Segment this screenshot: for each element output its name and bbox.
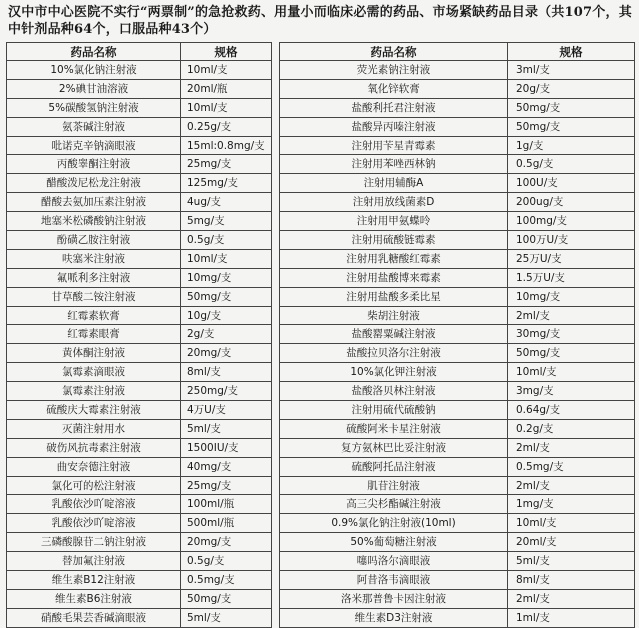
drug-name-right: 50%葡萄糖注射液 [280, 533, 508, 552]
drug-name-left: 破伤风抗毒素注射液 [7, 438, 181, 457]
drug-name-left: 甘草酸二铵注射液 [7, 287, 181, 306]
spec-right: 2ml/支 [508, 306, 635, 325]
table-row [7, 419, 635, 438]
header-drug-name-right: 药品名称 [280, 43, 508, 61]
table-row [7, 325, 635, 344]
spec-right: 50mg/支 [508, 117, 635, 136]
column-gap [272, 589, 280, 608]
spec-left: 10ml/支 [181, 249, 272, 268]
drug-name-right: 肌苷注射液 [280, 476, 508, 495]
spec-left: 0.25g/支 [181, 117, 272, 136]
table-row [7, 61, 635, 80]
drug-name-left: 酚磺乙胺注射液 [7, 231, 181, 250]
table-row [7, 231, 635, 250]
table-row [7, 533, 635, 552]
drug-name-left: 三磷酸腺苷二钠注射液 [7, 533, 181, 552]
drug-name-left: 氨茶碱注射液 [7, 117, 181, 136]
column-gap [272, 268, 280, 287]
drug-name-right: 注射用硫酸链霉素 [280, 231, 508, 250]
drug-name-left: 乳酸依沙吖啶溶液 [7, 514, 181, 533]
drug-name-right: 注射用硫代硫酸钠 [280, 401, 508, 420]
drug-name-right: 盐酸拉贝洛尔注射液 [280, 344, 508, 363]
drug-name-right: 洛米那普鲁卡因注射液 [280, 589, 508, 608]
drug-name-right: 0.9%氯化钠注射液(10ml) [280, 514, 508, 533]
column-gap [272, 61, 280, 80]
column-gap [272, 438, 280, 457]
drug-name-right: 注射用甲氨蝶呤 [280, 212, 508, 231]
table-row [7, 136, 635, 155]
spec-left: 10g/支 [181, 306, 272, 325]
table-row [7, 268, 635, 287]
spec-left: 5ml/支 [181, 419, 272, 438]
spec-right: 8ml/支 [508, 571, 635, 590]
column-gap [272, 571, 280, 590]
drug-name-right: 阿昔洛韦滴眼液 [280, 571, 508, 590]
drug-name-right: 盐酸异丙嗪注射液 [280, 117, 508, 136]
drug-name-left: 维生素B12注射液 [7, 571, 181, 590]
column-gap [272, 306, 280, 325]
table-row [7, 571, 635, 590]
table-row [7, 155, 635, 174]
spec-right: 0.64g/支 [508, 401, 635, 420]
drug-name-right: 复方氨林巴比妥注射液 [280, 438, 508, 457]
spec-left: 10ml/支 [181, 61, 272, 80]
drug-name-right: 盐酸罂粟碱注射液 [280, 325, 508, 344]
column-gap [272, 495, 280, 514]
drug-name-left: 10%氯化钠注射液 [7, 61, 181, 80]
drug-name-left: 醋酸泼尼松龙注射液 [7, 174, 181, 193]
spec-right: 2ml/支 [508, 589, 635, 608]
column-gap [272, 287, 280, 306]
header-drug-name-left: 药品名称 [7, 43, 181, 61]
column-gap [272, 98, 280, 117]
table-row [7, 344, 635, 363]
table-row [7, 382, 635, 401]
drug-name-left: 乳酸依沙吖啶溶液 [7, 495, 181, 514]
column-gap [272, 43, 280, 61]
spec-right: 10ml/支 [508, 363, 635, 382]
spec-right: 3mg/支 [508, 382, 635, 401]
table-row [7, 552, 635, 571]
spec-right: 0.2g/支 [508, 419, 635, 438]
drug-name-left: 硝酸毛果芸香碱滴眼液 [7, 608, 181, 627]
spec-right: 0.5g/支 [508, 155, 635, 174]
column-gap [272, 249, 280, 268]
drug-name-left: 红霉素眼膏 [7, 325, 181, 344]
spec-left: 0.5mg/支 [181, 571, 272, 590]
column-gap [272, 552, 280, 571]
spec-right: 3ml/支 [508, 61, 635, 80]
spec-left: 0.5g/支 [181, 231, 272, 250]
spec-right: 100万U/支 [508, 231, 635, 250]
drug-name-left: 曲安奈德注射液 [7, 457, 181, 476]
spec-right: 20g/支 [508, 79, 635, 98]
spec-left: 20mg/支 [181, 533, 272, 552]
spec-right: 100mg/支 [508, 212, 635, 231]
column-gap [272, 79, 280, 98]
table-row [7, 249, 635, 268]
drug-name-right: 维生素D3注射液 [280, 608, 508, 627]
column-gap [272, 325, 280, 344]
column-gap [272, 533, 280, 552]
spec-left: 2g/支 [181, 325, 272, 344]
column-gap [272, 231, 280, 250]
column-gap [272, 401, 280, 420]
table-row [7, 608, 635, 627]
spec-left: 0.5g/支 [181, 552, 272, 571]
spec-left: 15ml:0.8mg/支 [181, 136, 272, 155]
drug-name-right: 硫酸阿托品注射液 [280, 457, 508, 476]
spec-right: 1mg/支 [508, 495, 635, 514]
spec-left: 10mg/支 [181, 268, 272, 287]
drug-name-left: 硫酸庆大霉素注射液 [7, 401, 181, 420]
table-row [7, 193, 635, 212]
spec-right: 50mg/支 [508, 98, 635, 117]
spec-right: 1g/支 [508, 136, 635, 155]
spec-right: 25万U/支 [508, 249, 635, 268]
spec-left: 5mg/支 [181, 212, 272, 231]
column-gap [272, 212, 280, 231]
drug-name-right: 硫酸阿米卡星注射液 [280, 419, 508, 438]
table-row [7, 514, 635, 533]
table-row [7, 495, 635, 514]
drug-name-right: 注射用苯唑西林钠 [280, 155, 508, 174]
table-row [7, 401, 635, 420]
spec-left: 1500IU/支 [181, 438, 272, 457]
spec-left: 8ml/支 [181, 363, 272, 382]
column-gap [272, 136, 280, 155]
drug-name-left: 维生素B6注射液 [7, 589, 181, 608]
spec-left: 250mg/支 [181, 382, 272, 401]
drug-name-left: 2%碘甘油溶液 [7, 79, 181, 98]
spec-right: 1ml/支 [508, 608, 635, 627]
spec-left: 50mg/支 [181, 287, 272, 306]
spec-left: 4ug/支 [181, 193, 272, 212]
table-row [7, 212, 635, 231]
drug-name-left: 黄体酮注射液 [7, 344, 181, 363]
column-gap [272, 608, 280, 627]
column-gap [272, 457, 280, 476]
table-row [7, 117, 635, 136]
spec-left: 5ml/支 [181, 608, 272, 627]
column-gap [272, 382, 280, 401]
drug-name-left: 醋酸去氨加压素注射液 [7, 193, 181, 212]
drug-name-left: 氯霉素注射液 [7, 382, 181, 401]
spec-right: 5ml/支 [508, 552, 635, 571]
spec-right: 2ml/支 [508, 438, 635, 457]
drug-name-left: 吡诺克辛钠滴眼液 [7, 136, 181, 155]
drug-name-right: 注射用盐酸多柔比星 [280, 287, 508, 306]
column-gap [272, 117, 280, 136]
spec-left: 100ml/瓶 [181, 495, 272, 514]
table-row [7, 457, 635, 476]
drug-name-right: 氧化锌软膏 [280, 79, 508, 98]
drug-name-right: 盐酸洛贝林注射液 [280, 382, 508, 401]
column-gap [272, 193, 280, 212]
drug-name-left: 氯化可的松注射液 [7, 476, 181, 495]
drug-name-right: 注射用乳糖酸红霉素 [280, 249, 508, 268]
spec-left: 25mg/支 [181, 155, 272, 174]
spec-left: 20mg/支 [181, 344, 272, 363]
table-row [7, 306, 635, 325]
table-row [7, 79, 635, 98]
drug-name-left: 氯霉素滴眼液 [7, 363, 181, 382]
drug-name-right: 荧光素钠注射液 [280, 61, 508, 80]
table-row [7, 476, 635, 495]
spec-right: 1.5万U/支 [508, 268, 635, 287]
drug-name-left: 红霉素软膏 [7, 306, 181, 325]
drug-name-right: 10%氯化钾注射液 [280, 363, 508, 382]
spec-left: 125mg/支 [181, 174, 272, 193]
spec-right: 200ug/支 [508, 193, 635, 212]
drug-name-right: 噻吗洛尔滴眼液 [280, 552, 508, 571]
spec-left: 40mg/支 [181, 457, 272, 476]
spec-left: 50mg/支 [181, 589, 272, 608]
column-gap [272, 174, 280, 193]
spec-right: 30mg/支 [508, 325, 635, 344]
spec-right: 20ml/支 [508, 533, 635, 552]
drug-name-right: 注射用盐酸博来霉素 [280, 268, 508, 287]
spec-left: 500ml/瓶 [181, 514, 272, 533]
drug-name-left: 灭菌注射用水 [7, 419, 181, 438]
drug-name-right: 盐酸利托君注射液 [280, 98, 508, 117]
drug-name-right: 柴胡注射液 [280, 306, 508, 325]
spec-right: 100U/支 [508, 174, 635, 193]
spec-left: 4万U/支 [181, 401, 272, 420]
table-row [7, 438, 635, 457]
column-gap [272, 514, 280, 533]
spec-left: 10ml/支 [181, 98, 272, 117]
spec-right: 2ml/支 [508, 476, 635, 495]
drug-name-left: 氟哌利多注射液 [7, 268, 181, 287]
drug-name-left: 呋塞米注射液 [7, 249, 181, 268]
table-row [7, 287, 635, 306]
header-spec-left: 规格 [181, 43, 272, 61]
spec-right: 10mg/支 [508, 287, 635, 306]
drug-name-right: 高三尖杉酯碱注射液 [280, 495, 508, 514]
drug-name-right: 注射用苄星青霉素 [280, 136, 508, 155]
drug-list-table [6, 42, 635, 628]
drug-name-right: 注射用放线菌素D [280, 193, 508, 212]
drug-name-right: 注射用辅酶A [280, 174, 508, 193]
spec-left: 25mg/支 [181, 476, 272, 495]
header-spec-right: 规格 [508, 43, 635, 61]
spec-right: 10ml/支 [508, 514, 635, 533]
column-gap [272, 363, 280, 382]
column-gap [272, 419, 280, 438]
column-gap [272, 155, 280, 174]
spec-right: 0.5mg/支 [508, 457, 635, 476]
spec-left: 20ml/瓶 [181, 79, 272, 98]
spec-right: 50mg/支 [508, 344, 635, 363]
table-row [7, 589, 635, 608]
drug-name-left: 丙酸睾酮注射液 [7, 155, 181, 174]
drug-name-left: 地塞米松磷酸钠注射液 [7, 212, 181, 231]
table-header-row [7, 43, 635, 61]
table-row [7, 98, 635, 117]
table-row [7, 363, 635, 382]
drug-name-left: 替加氟注射液 [7, 552, 181, 571]
table-row [7, 174, 635, 193]
column-gap [272, 344, 280, 363]
column-gap [272, 476, 280, 495]
document-title: 汉中市中心医院不实行“两票制”的急抢救药、用量小而临床必需的药品、市场紧缺药品目录（共107个，其中针剂品种64个，口服品种43个） [8, 5, 632, 37]
drug-name-left: 5%碳酸氢钠注射液 [7, 98, 181, 117]
